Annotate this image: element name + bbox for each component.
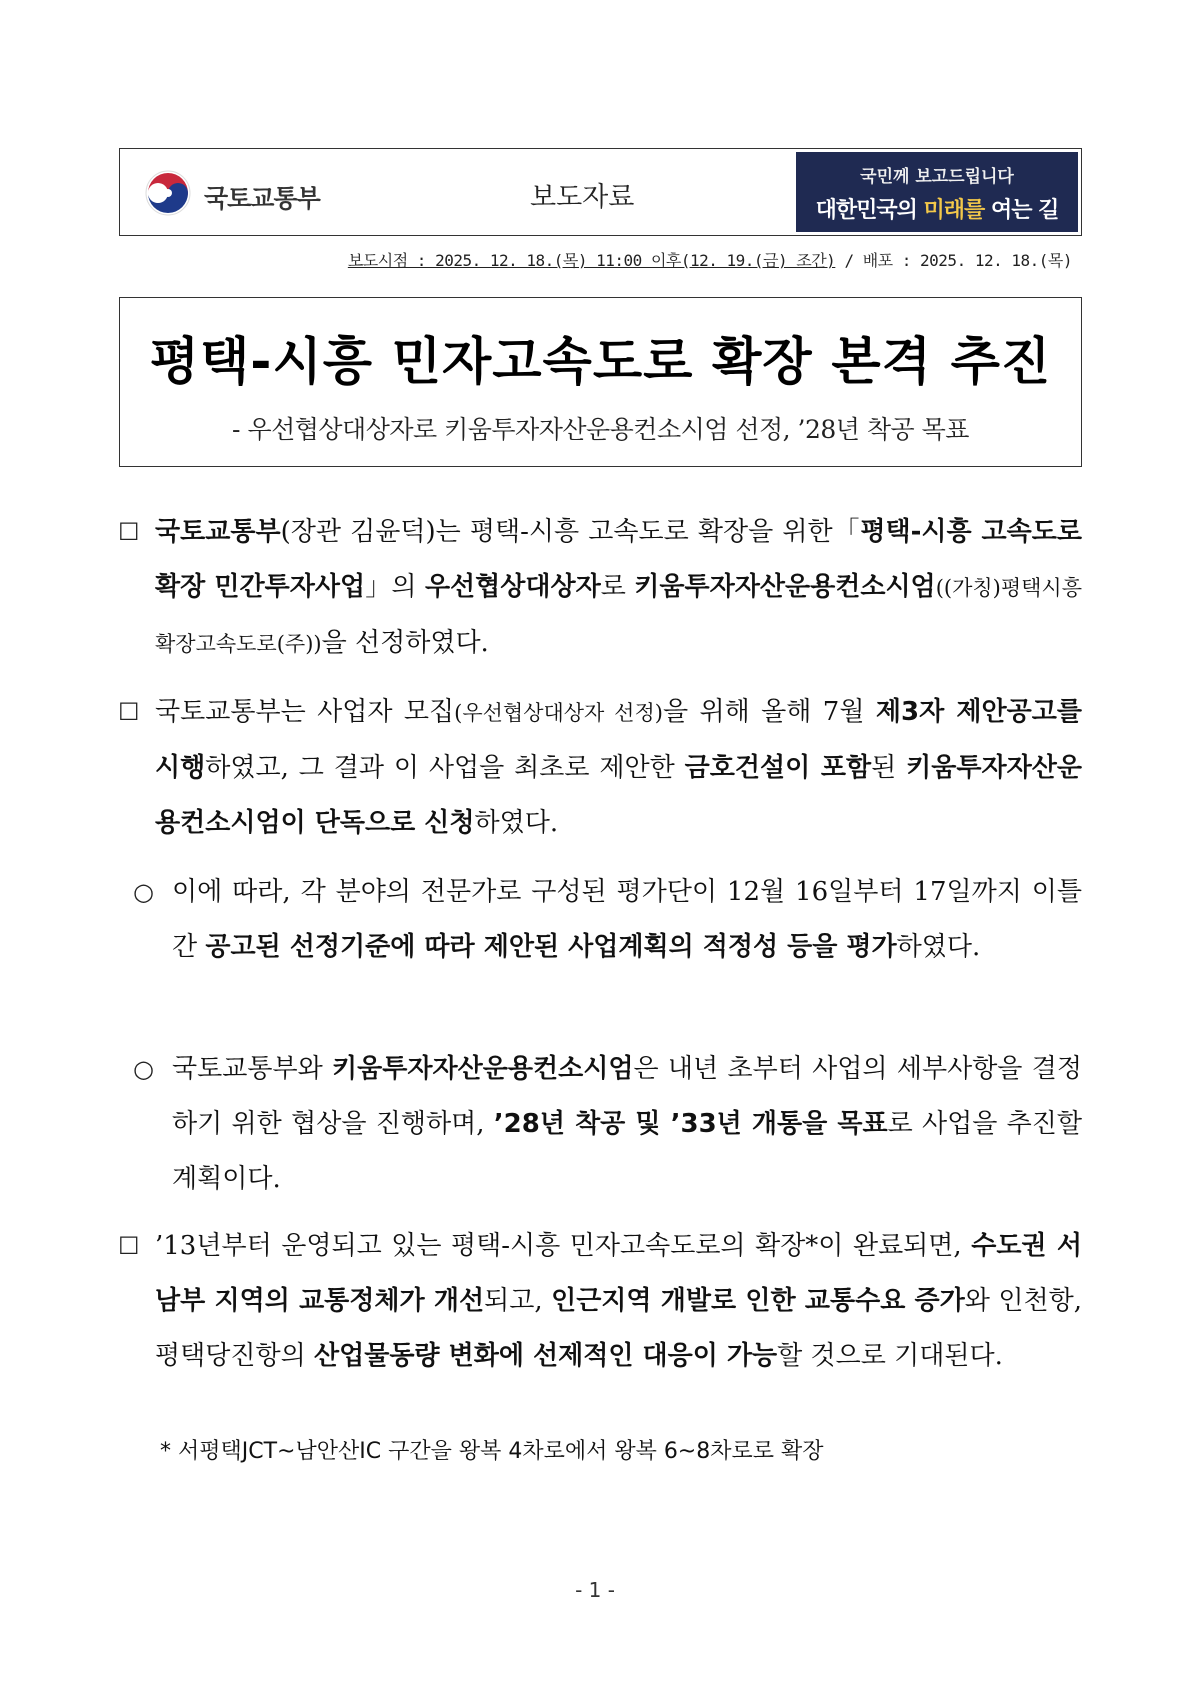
banner-line2	[796, 193, 1078, 224]
campaign-banner	[796, 152, 1078, 232]
p2-c: 을 위해 올해 7월	[662, 697, 876, 727]
p1-i: ((가칭)평택시흥확장고속도로(주))	[155, 576, 1082, 656]
square-bullet: ☐	[118, 1232, 140, 1260]
p2-i: 하였다.	[474, 808, 559, 838]
p4-b: 키움투자자산운용컨소시엄	[332, 1054, 634, 1084]
p5-f: 산업물동량 변화에 선제적인 대응이 가능	[313, 1341, 778, 1371]
p1-c: 는 평택-시흥 고속도로 확장을 위한「	[435, 517, 861, 547]
distribution-date: / 배포 : 2025. 12. 18.(목)	[835, 251, 1072, 270]
p5-g: 할 것으로 기대된다.	[777, 1341, 1003, 1371]
p3-b: 공고된 선정기준에 따라 제안된 사업계획의 적정성 등을 평가	[205, 932, 897, 962]
banner-text-b: 미래를	[916, 198, 991, 223]
banner-line1: 국민께 보고드립니다	[860, 167, 1014, 187]
page-number: - 1 -	[575, 1578, 615, 1602]
p2-h: 키움투자자산운용컨소시엄이 단독으로 신청	[155, 753, 1082, 838]
p5-e: 와 인천항, 평택당진항의	[155, 1286, 1082, 1371]
paragraph-3	[172, 865, 1082, 975]
page-title: 평택-시흥 민자고속도로 확장 본격 추진	[149, 333, 1052, 392]
p2-d: 제3자 제안공고를 시행	[155, 697, 1082, 783]
square-bullet: ☐	[118, 518, 140, 546]
p4-e: 로 사업을 추진할 계획이다.	[172, 1109, 1082, 1194]
paragraph-2	[155, 685, 1082, 851]
footnote: * 서평택JCT~남안산IC 구간을 왕복 4차로에서 왕복 6~8차로로 확장	[160, 1439, 824, 1464]
p2-e: 하였고, 그 결과 이 사업을 최초로 제안한	[205, 753, 685, 783]
p4-a: 국토교통부와	[172, 1054, 333, 1084]
p5-c: 되고,	[484, 1286, 552, 1316]
ministry-name: 국토교통부	[204, 184, 320, 213]
p1-f: 우선협상대상자	[424, 572, 601, 602]
government-taegeuk-logo-icon	[142, 167, 194, 219]
page-subtitle: - 우선협상대상자로 키움투자자산운용컨소시엄 선정, ’28년 착공 목표	[232, 415, 969, 444]
p2-g: 된	[871, 753, 907, 783]
p1-e: 」의	[365, 572, 425, 602]
p4-c: 은 내년 초부터 사업의 세부사항을 결정하기 위한 협상을 진행하며,	[172, 1054, 1082, 1139]
p5-b: 수도권 서남부 지역의 교통정체가 개선	[155, 1231, 1082, 1316]
paragraph-4	[172, 1042, 1082, 1207]
document-type: 보도자료	[530, 182, 635, 213]
paragraph-1	[155, 505, 1082, 672]
p1-d: 평택-시흥 고속도로 확장 민간투자사업	[155, 517, 1082, 602]
square-bullet: ☐	[118, 698, 140, 726]
p1-g: 로	[600, 572, 635, 602]
circle-bullet: ○	[133, 1055, 154, 1083]
p1-j: 을 선정하였다.	[321, 628, 489, 658]
banner-text-a: 대한민국의	[815, 198, 917, 223]
p5-d: 인근지역 개발로 인한 교통수요 증가	[551, 1286, 965, 1316]
p1-b: (장관 김윤덕)	[280, 517, 436, 547]
p2-a: 국토교통부는 사업자 모집	[155, 697, 455, 727]
header-box	[119, 148, 1082, 236]
title-box	[119, 297, 1082, 467]
p2-f: 금호건설이 포함	[684, 753, 872, 783]
release-info	[348, 248, 1072, 271]
paragraph-5	[155, 1219, 1082, 1384]
p3-a: 이에 따라, 각 분야의 전문가로 구성된 평가단이 12월 16일부터 17일까지 이틀간	[172, 877, 1082, 962]
p5-a: ’13년부터 운영되고 있는 평택-시흥 민자고속도로의 확장*이 완료되면,	[155, 1231, 972, 1261]
circle-bullet: ○	[133, 878, 154, 906]
p4-d: ’28년 착공 및 ’33년 개통을 목표	[493, 1109, 888, 1139]
p2-b: (우선협상대상자 선정)	[454, 701, 663, 725]
banner-text-c: 여는 길	[990, 198, 1059, 223]
p1-h: 키움투자자산운용컨소시엄	[634, 572, 936, 602]
p3-c: 하였다.	[896, 932, 981, 962]
p1-a: 국토교통부	[155, 517, 281, 547]
embargo-time: 보도시점 : 2025. 12. 18.(목) 11:00 이후(12. 19.(금) 조간)	[347, 251, 836, 270]
